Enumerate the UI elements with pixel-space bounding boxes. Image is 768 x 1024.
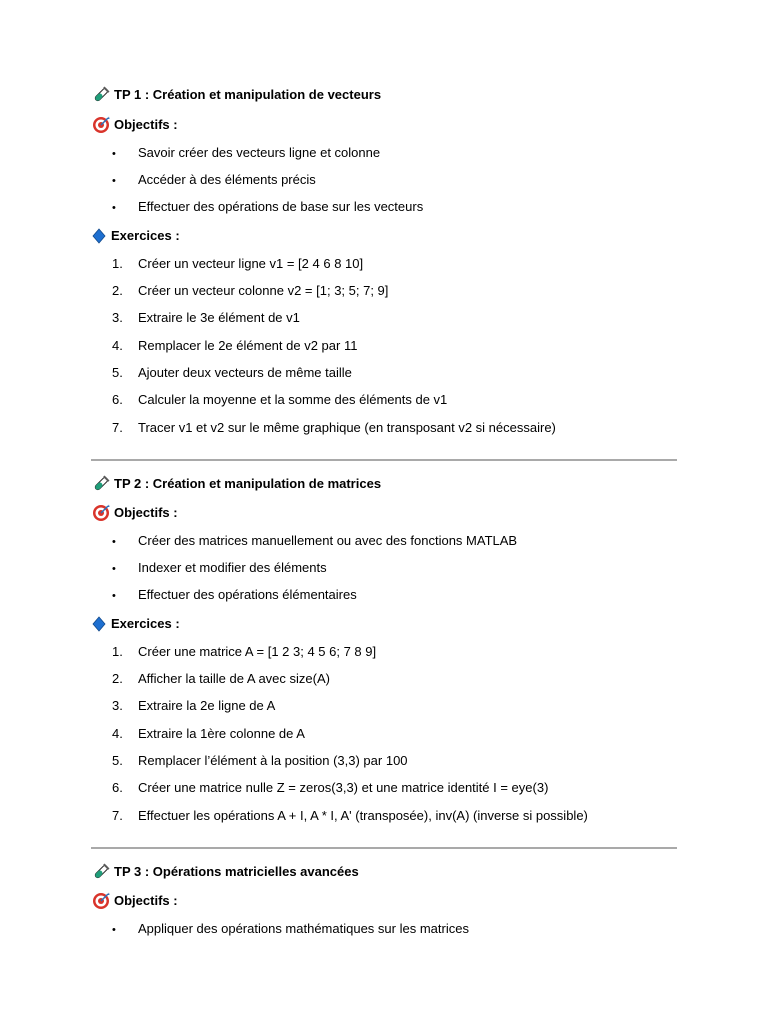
list-item: • Savoir créer des vecteurs ligne et colonne — [112, 143, 380, 163]
bullet-mark: • — [112, 202, 116, 214]
bullet-mark: • — [112, 536, 116, 548]
target-icon — [92, 892, 110, 910]
list-item: 7. Effectuer les opérations A + I, A * I, A' (transposée), inv(A) (inverse si possible) — [112, 808, 588, 823]
list-item: 4. Remplacer le 2e élément de v2 par 11 — [112, 338, 358, 353]
section-divider — [91, 847, 677, 849]
list-item: 4. Extraire la 1ère colonne de A — [112, 726, 305, 741]
list-item: • Effectuer des opérations élémentaires — [112, 585, 357, 605]
blue-diamond-icon — [92, 227, 106, 245]
list-item: 2. Afficher la taille de A avec size(A) — [112, 671, 330, 686]
list-item: • Créer des matrices manuellement ou avec des fonctions MATLAB — [112, 531, 517, 551]
target-icon — [92, 504, 110, 522]
list-item: 5. Ajouter deux vecteurs de même taille — [112, 365, 352, 380]
list-item: 3. Extraire le 3e élément de v1 — [112, 310, 300, 325]
tp2-title — [92, 474, 381, 494]
tp1-title — [92, 85, 381, 105]
list-item: 2. Créer un vecteur colonne v2 = [1; 3; 5; 7; 9] — [112, 283, 389, 298]
list-item: 6. Calculer la moyenne et la somme des éléments de v1 — [112, 392, 448, 407]
list-item: 7. Tracer v1 et v2 sur le même graphique (en transposant v2 si nécessaire) — [112, 420, 556, 435]
tp2-exercises-label: Exercices : — [111, 616, 180, 631]
bullet-mark: • — [112, 590, 116, 602]
test-tube-icon — [92, 863, 110, 881]
list-item: 3. Extraire la 2e ligne de A — [112, 698, 276, 713]
list-item: 5. Remplacer l’élément à la position (3,3) par 100 — [112, 753, 408, 768]
tp3-objectives-label: Objectifs : — [114, 893, 178, 908]
list-item: • Accéder à des éléments précis — [112, 170, 316, 190]
bullet-mark: • — [112, 563, 116, 575]
bullet-mark: • — [112, 175, 116, 187]
section-divider — [91, 459, 677, 461]
test-tube-icon — [92, 475, 110, 493]
list-item: 1. Créer un vecteur ligne v1 = [2 4 6 8 10] — [112, 256, 364, 271]
tp2-title-text: TP 2 : Création et manipulation de matrices — [114, 476, 382, 491]
bullet-mark: • — [112, 148, 116, 160]
tp1-objectives-label: Objectifs : — [114, 117, 178, 132]
bullet-mark: • — [112, 924, 116, 936]
tp2-objectives-label: Objectifs : — [114, 505, 178, 520]
list-item: • Appliquer des opérations mathématiques sur les matrices — [112, 919, 469, 939]
list-item: • Effectuer des opérations de base sur les vecteurs — [112, 197, 423, 217]
tp1-exercises-heading — [92, 226, 180, 246]
blue-diamond-icon — [92, 615, 106, 633]
target-icon — [92, 116, 110, 134]
list-item: 6. Créer une matrice nulle Z = zeros(3,3) et une matrice identité I = eye(3) — [112, 780, 549, 795]
tp3-title — [92, 862, 359, 882]
tp2-objectives-heading — [92, 503, 178, 523]
list-item: 1. Créer une matrice A = [1 2 3; 4 5 6; 7 8 9] — [112, 644, 377, 659]
tp3-title-text: TP 3 : Opérations matricielles avancées — [114, 864, 359, 879]
list-item: • Indexer et modifier des éléments — [112, 558, 327, 578]
test-tube-icon — [92, 86, 110, 104]
tp1-exercises-label: Exercices : — [111, 228, 180, 243]
tp1-title-text: TP 1 : Création et manipulation de vecteurs — [114, 87, 382, 102]
tp1-objectives-heading — [92, 115, 178, 135]
tp3-objectives-heading — [92, 891, 178, 911]
tp2-exercises-heading — [92, 614, 180, 634]
